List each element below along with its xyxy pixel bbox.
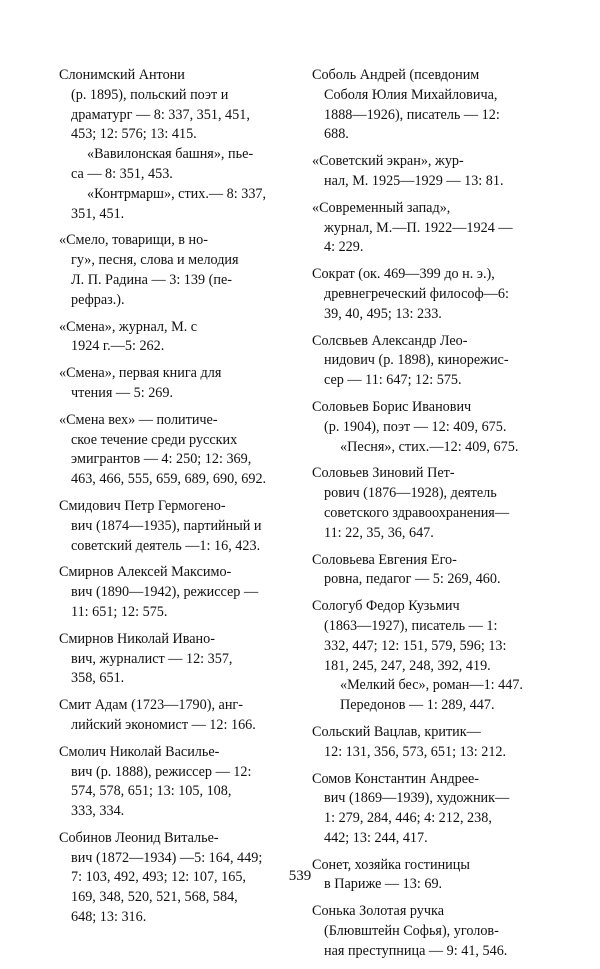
entry-line: 332, 447; 12: 151, 579, 596; 13: bbox=[324, 637, 507, 654]
sub-entry bbox=[312, 438, 544, 458]
entry-line: Сольский Вацлав, критик— bbox=[312, 723, 481, 740]
entry-line: Соловьев Зиновий Пет- bbox=[312, 465, 455, 482]
entry-line: 181, 245, 247, 248, 392, 419. bbox=[324, 657, 491, 674]
index-entry bbox=[59, 630, 291, 689]
entry-line: (р. 1895), польский поэт и bbox=[71, 86, 229, 103]
entry-line: 648; 13: 316. bbox=[71, 909, 147, 926]
index-entry bbox=[312, 464, 544, 543]
entry-line: Солсвьев Александр Лео- bbox=[312, 332, 468, 349]
entry-line: ровна, педагог — 5: 269, 460. bbox=[324, 571, 501, 588]
entry-line: журнал, М.—П. 1922—1924 — bbox=[324, 219, 513, 236]
index-entry bbox=[312, 152, 544, 192]
index-entry bbox=[59, 696, 291, 736]
index-entry bbox=[59, 66, 291, 224]
entry-line: Смолич Николай Василье- bbox=[59, 743, 220, 760]
page-number: 539 bbox=[288, 868, 312, 884]
sub-entry-line: са — 8: 351, 453. bbox=[71, 165, 173, 182]
entry-line: Сонет, хозяйка гостиницы bbox=[312, 856, 470, 873]
entry-line: Смидович Петр Гермогено- bbox=[59, 497, 226, 514]
entry-line: «Советский экран», жур- bbox=[312, 153, 464, 170]
entry-line: вич (1890—1942), режиссер — bbox=[71, 584, 259, 601]
entry-line: 1: 279, 284, 446; 4: 212, 238, bbox=[324, 810, 492, 827]
index-entry bbox=[312, 551, 544, 591]
right-column bbox=[312, 66, 544, 969]
index-entry bbox=[312, 902, 544, 961]
sub-entry bbox=[59, 185, 291, 225]
entry-line: 358, 651. bbox=[71, 670, 125, 687]
index-entry bbox=[312, 199, 544, 258]
index-entry bbox=[312, 265, 544, 324]
entry-line: Смит Адам (1723—1790), анг- bbox=[59, 697, 243, 714]
entry-line: 333, 334. bbox=[71, 803, 125, 820]
index-entry bbox=[312, 597, 544, 716]
sub-entry bbox=[312, 676, 544, 696]
entry-line: гу», песня, слова и мелодия bbox=[71, 252, 239, 269]
entry-line: Соловьев Борис Иванович bbox=[312, 398, 472, 415]
index-entry bbox=[59, 364, 291, 404]
entry-line: Соловьева Евгения Его- bbox=[312, 551, 457, 568]
index-entry bbox=[312, 770, 544, 849]
sub-entry-line: «Вавилонская башня», пье- bbox=[87, 146, 254, 163]
entry-line: 4: 229. bbox=[324, 239, 364, 256]
entry-line: «Смена», журнал, М. с bbox=[59, 318, 198, 335]
entry-line: «Смена», первая книга для bbox=[59, 365, 222, 382]
entry-line: Собинов Леонид Виталье- bbox=[59, 829, 219, 846]
index-entry bbox=[312, 66, 544, 145]
entry-line: 169, 348, 520, 521, 568, 584, bbox=[71, 889, 238, 906]
entry-line: 7: 103, 492, 493; 12: 107, 165, bbox=[71, 869, 246, 886]
entry-line: чтения — 5: 269. bbox=[71, 384, 174, 401]
entry-line: лийский экономист — 12: 166. bbox=[71, 716, 256, 733]
entry-line: советского здравоохранения— bbox=[324, 504, 510, 521]
index-entry bbox=[59, 318, 291, 358]
entry-line: 688. bbox=[324, 126, 349, 143]
entry-line: 11: 22, 35, 36, 647. bbox=[324, 524, 434, 541]
entry-line: Л. П. Радина — 3: 139 (пе- bbox=[71, 271, 232, 288]
entry-line: Сомов Константин Андрее- bbox=[312, 770, 480, 787]
entry-line: 11: 651; 12: 575. bbox=[71, 603, 168, 620]
index-entry bbox=[59, 563, 291, 622]
entry-line: рович (1876—1928), деятель bbox=[324, 485, 497, 502]
entry-line: (1863—1927), писатель — 1: bbox=[324, 617, 498, 634]
entry-line: вич (1874—1935), партийный и bbox=[71, 517, 262, 534]
entry-line: эмигрантов — 4: 250; 12: 369, bbox=[71, 451, 252, 468]
entry-line: нал, М. 1925—1929 — 13: 81. bbox=[324, 172, 504, 189]
entry-line: 1924 г.—5: 262. bbox=[71, 338, 165, 355]
sub-entry-line: Передонов — 1: 289, 447. bbox=[340, 697, 495, 714]
sub-entry-line: «Контрмарш», стих.— 8: 337, bbox=[87, 185, 267, 202]
entry-line: нидович (р. 1898), кинорежис- bbox=[324, 352, 509, 369]
entry-line: Соболь Андрей (псевдоним bbox=[312, 67, 480, 83]
entry-line: «Смена вех» — политиче- bbox=[59, 411, 218, 428]
index-entry bbox=[59, 231, 291, 310]
entry-line: вич, журналист — 12: 357, bbox=[71, 650, 233, 667]
entry-line: Соболя Юлия Михайловича, bbox=[324, 86, 498, 103]
entry-line: рефраз.). bbox=[71, 291, 125, 308]
entry-line: вич (1869—1939), художник— bbox=[324, 790, 510, 807]
entry-line: Сонька Золотая ручка bbox=[312, 903, 444, 920]
entry-line: советский деятель —1: 16, 423. bbox=[71, 537, 261, 554]
entry-line: 1888—1926), писатель — 12: bbox=[324, 106, 500, 123]
entry-line: Слонимский Антони bbox=[59, 67, 185, 83]
index-entry bbox=[59, 743, 291, 822]
entry-line: Смирнов Алексей Максимо- bbox=[59, 564, 232, 581]
entry-line: 12: 131, 356, 573, 651; 13: 212. bbox=[324, 743, 507, 760]
sub-entry-line: «Мелкий бес», роман—1: 447. bbox=[340, 677, 523, 694]
sub-entry-line: 351, 451. bbox=[71, 205, 125, 222]
entry-line: драматург — 8: 337, 351, 451, bbox=[71, 106, 250, 123]
entry-line: 463, 466, 555, 659, 689, 690, 692. bbox=[71, 471, 267, 488]
sub-entry bbox=[312, 696, 544, 716]
entry-line: Смирнов Николай Ивано- bbox=[59, 630, 215, 647]
index-entry bbox=[312, 723, 544, 763]
entry-line: 442; 13: 244, 417. bbox=[324, 829, 428, 846]
entry-line: (Блювштейн Софья), уголов- bbox=[324, 923, 499, 940]
left-column bbox=[59, 66, 291, 935]
entry-line: Сологуб Федор Кузьмич bbox=[312, 598, 460, 615]
entry-line: Сократ (ок. 469—399 до н. э.), bbox=[312, 266, 495, 283]
entry-line: древнегреческий философ—6: bbox=[324, 285, 509, 302]
entry-line: ная преступница — 9: 41, 546. bbox=[324, 942, 508, 959]
entry-line: 453; 12: 576; 13: 415. bbox=[71, 126, 197, 143]
sub-entry bbox=[59, 145, 291, 185]
entry-line: ское течение среди русских bbox=[71, 431, 238, 448]
index-entry bbox=[312, 332, 544, 391]
entry-line: вич (1872—1934) —5: 164, 449; bbox=[71, 849, 263, 866]
entry-line: «Смело, товарищи, в но- bbox=[59, 232, 208, 249]
index-entry bbox=[59, 497, 291, 556]
index-entry bbox=[312, 398, 544, 457]
entry-line: (р. 1904), поэт — 12: 409, 675. bbox=[324, 418, 507, 435]
sub-entry-line: «Песня», стих.—12: 409, 675. bbox=[340, 438, 519, 455]
entry-line: «Современный запад», bbox=[312, 199, 451, 216]
entry-line: 39, 40, 495; 13: 233. bbox=[324, 305, 442, 322]
entry-line: 574, 578, 651; 13: 105, 108, bbox=[71, 783, 232, 800]
index-entry bbox=[59, 411, 291, 490]
entry-line: в Париже — 13: 69. bbox=[324, 876, 443, 893]
entry-line: сер — 11: 647; 12: 575. bbox=[324, 372, 462, 389]
entry-line: вич (р. 1888), режиссер — 12: bbox=[71, 763, 252, 780]
